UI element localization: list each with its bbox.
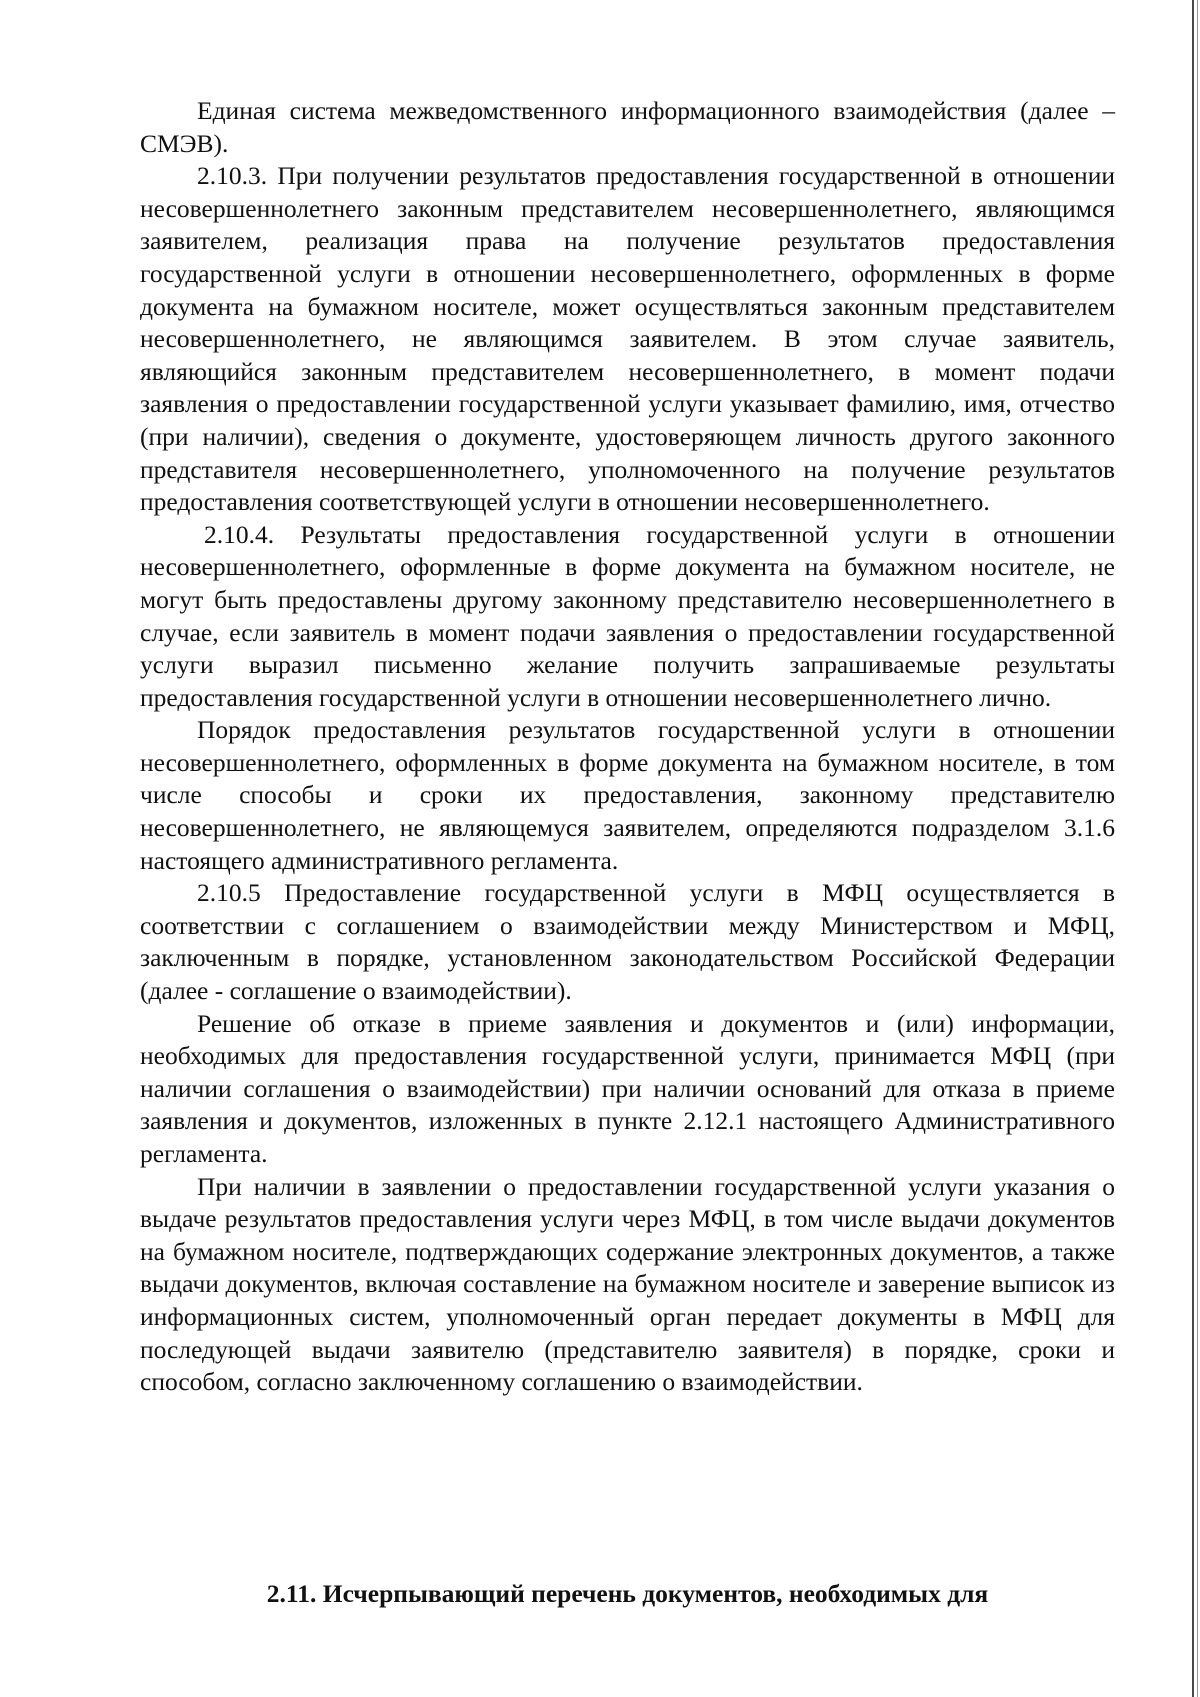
paragraph-2-10-5: 2.10.5 Предоставление государственной услуги в МФЦ осуществляется в соответствии с соглашением о взаимодействии между Министерством и МФЦ, заключенным в порядке, установленном законодательством Российской Федерации (далее - соглашение о взаимодействии). (140, 878, 1115, 1006)
paragraph-2-10-3: 2.10.3. При получении результатов предоставления государственной в отношении несовершеннолетнего законным представителем несовершеннолетнего, являющимся заявителем, реализация права на получение результатов предоставления государственной услуги в отношении несовершеннолетнего, оформленных в форме документа на бумажном носителе, может осуществляться законным представителем несовершеннолетнего, не являющимся заявителем. В этом случае заявитель, являющийся законным представителем несовершеннолетнего, в момент подачи заявления о предоставлении государственной услуги указывает фамилию, имя, отчество (при наличии), сведения о документе, удостоверяющем личность другого законного представителя несовершеннолетнего, уполномоченного на получение результатов предоставления соответствующей услуги в отношении несовершеннолетнего. (140, 161, 1115, 517)
paragraph-2-10-4: 2.10.4. Результаты предоставления государственной услуги в отношении несовершеннолетнего, оформленные в форме документа на бумажном носителе, не могут быть предоставлены другому законному представителю несовершеннолетнего в случае, если заявитель в момент подачи заявления о предоставлении государственной услуги выразил письменно желание получить запрашиваемые результаты предоставления государственной услуги в отношении несовершеннолетнего лично. (140, 519, 1115, 712)
scan-edge-line-secondary (1197, 0, 1198, 1697)
paragraph-mfc-issuance: При наличии в заявлении о предоставлении государственной услуги указания о выдаче результатов предоставления услуги через МФЦ, в том числе выдачи документов на бумажном носителе, подтверждающих содержание электронных документов, а также выдачи документов, включая составление на бумажном носителе и заверение выписок из информационных систем, уполномоченный орган передает документы в МФЦ для последующей выдачи заявителю (представителю заявителя) в порядке, сроки и способом, согласно заключенному соглашению о взаимодействии. (140, 1171, 1115, 1397)
section-heading-2-11: 2.11. Исчерпывающий перечень документов, необходимых для (266, 1579, 989, 1608)
scan-edge-line (1192, 0, 1194, 1697)
paragraph-refusal-decision: Решение об отказе в приеме заявления и документов и (или) информации, необходимых для предоставления государственной услуги, принимается МФЦ (при наличии соглашения о взаимодействии) при наличии оснований для отказа в приеме заявления и документов, изложенных в пункте 2.12.1 настоящего Административного регламента. (140, 1008, 1115, 1168)
paragraph-smev: Единая система межведомственного информационного взаимодействия (далее – СМЭВ). (140, 96, 1115, 158)
paragraph-order-of-provision: Порядок предоставления результатов государственной услуги в отношении несовершеннолетнего, оформленных в форме документа на бумажном носителе, в том числе способы и сроки их предоставления, законному представителю несовершеннолетнего, не являющемуся заявителем, определяются подразделом 3.1.6 настоящего административного регламента. (140, 715, 1115, 875)
document-body (140, 95, 1115, 1399)
